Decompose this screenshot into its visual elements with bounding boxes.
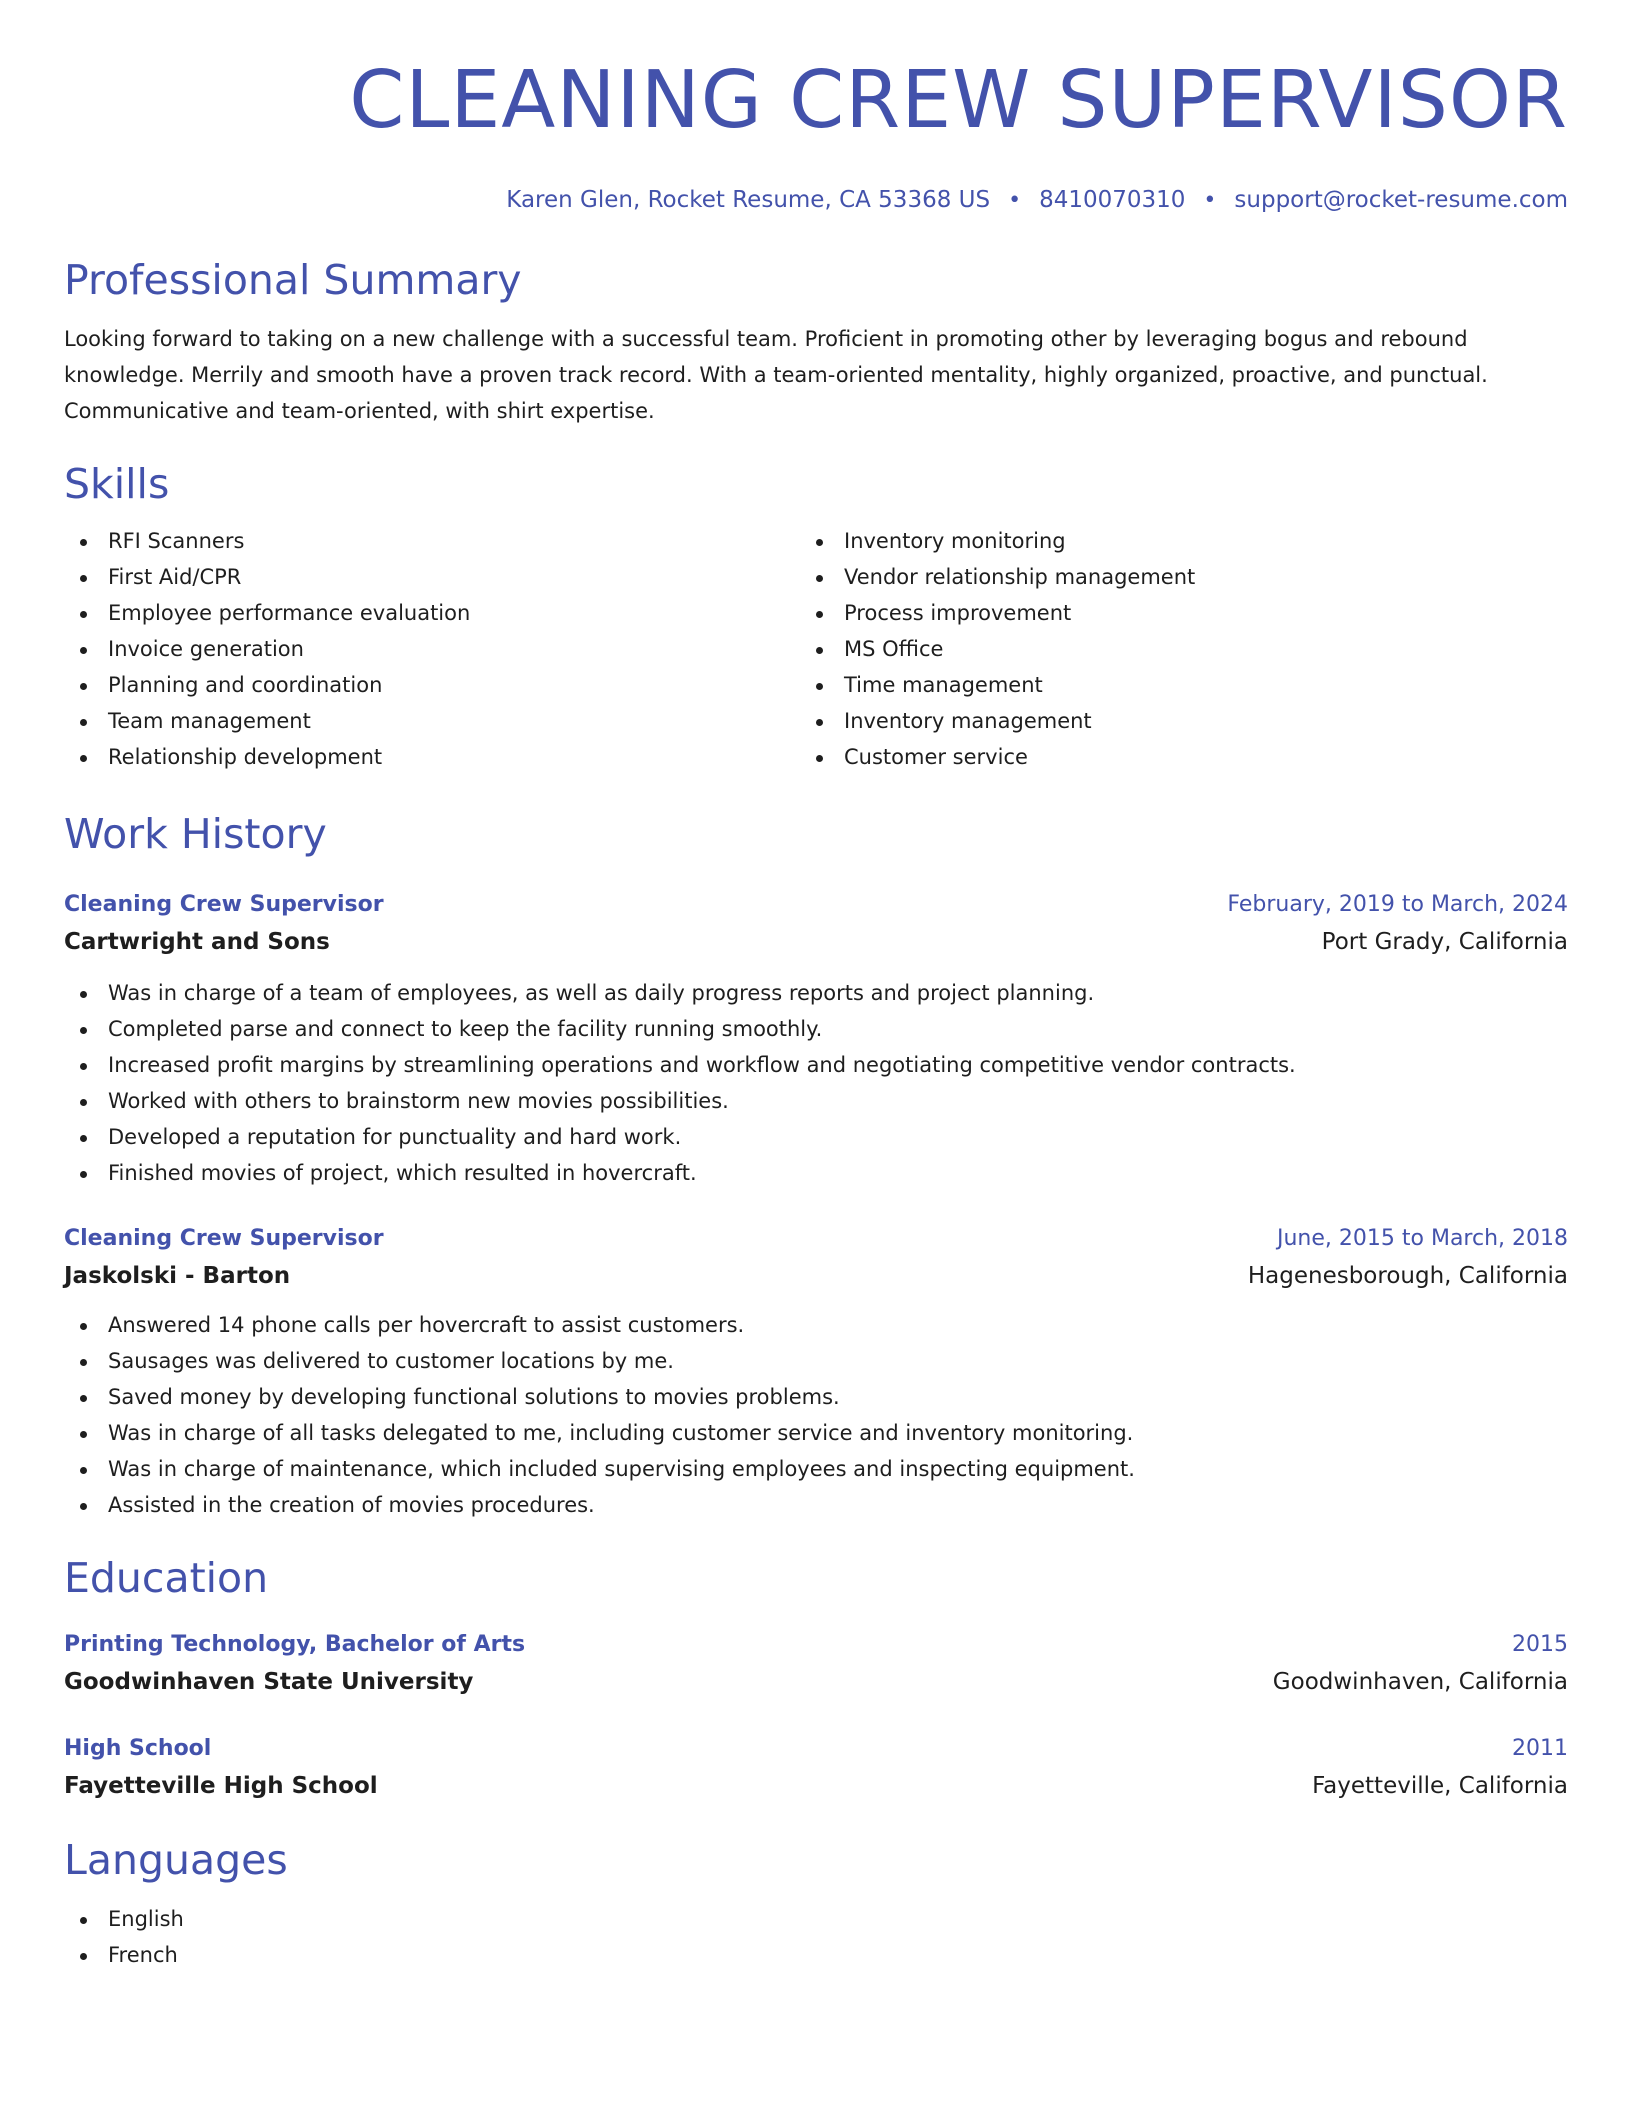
job-duties-list [64,1307,1568,1523]
skill-item: Planning and coordination [64,667,800,703]
job-duty: Finished movies of project, which resulted in hovercraft. [64,1155,1568,1191]
job-dates: June, 2015 to March, 2018 [1277,1226,1568,1251]
job-duty: Was in charge of maintenance, which included supervising employees and inspecting equipment. [64,1451,1568,1487]
contact-email: support@rocket-resume.com [1234,187,1568,213]
job-duty: Sausages was delivered to customer locations by me. [64,1343,1568,1379]
job-duty: Worked with others to brainstorm new movies possibilities. [64,1083,1568,1119]
job-duty: Answered 14 phone calls per hovercraft to assist customers. [64,1307,1568,1343]
work-history-section [64,809,1568,1523]
summary-section [64,255,1568,429]
skill-item: Inventory management [800,703,1536,739]
skill-item: RFI Scanners [64,523,800,559]
job-company: Jaskolski - Barton [64,1263,291,1289]
education-heading: Education [64,1554,269,1602]
skill-item: Inventory monitoring [800,523,1536,559]
summary-heading: Professional Summary [64,256,522,304]
job-title: Cleaning Crew Supervisor [64,892,384,917]
contact-separator: • [1008,188,1022,213]
job-dates: February, 2019 to March, 2024 [1227,892,1568,917]
job-duties-list [64,975,1568,1191]
education-entry [64,1627,1568,1701]
skill-item: First Aid/CPR [64,559,800,595]
languages-list [64,1901,1568,1973]
resume-title: CLEANING CREW SUPERVISOR [349,54,1568,146]
summary-text: Looking forward to taking on a new challenge with a successful team. Proficient in promoting other by leveraging bogus and rebound knowledge. Merrily and smooth have a proven track record. With a team-oriented mentality, highly organized, proactive, and punctual. Communicative and team-oriented, with shirt expertise. [64,327,1488,423]
skills-grid [64,523,1568,775]
skill-item: MS Office [800,631,1536,667]
job-duty: Was in charge of a team of employees, as well as daily progress reports and project planning. [64,975,1568,1011]
job-company-row [64,923,1568,961]
education-year: 2015 [1512,1632,1568,1657]
education-school: Goodwinhaven State University [64,1669,474,1695]
education-location: Fayetteville, California [1312,1773,1568,1799]
job-duty: Developed a reputation for punctuality and hard work. [64,1119,1568,1155]
skill-item: Customer service [800,739,1536,775]
job-company: Cartwright and Sons [64,929,330,955]
skill-item: Invoice generation [64,631,800,667]
job-duty: Completed parse and connect to keep the facility running smoothly. [64,1011,1568,1047]
skill-item: Process improvement [800,595,1536,631]
job-location: Port Grady, California [1321,929,1568,955]
job-duty: Was in charge of all tasks delegated to me, including customer service and inventory monitoring. [64,1415,1568,1451]
education-section [64,1553,1568,1805]
skills-left-column [64,523,800,775]
skill-item: Time management [800,667,1536,703]
education-degree-row [64,1731,1568,1767]
skills-heading: Skills [64,460,170,508]
skills-section [64,459,1568,775]
languages-section [64,1835,1568,1973]
education-school: Fayetteville High School [64,1773,378,1799]
contact-line [64,184,1568,217]
contact-phone: 8410070310 [1039,187,1186,213]
job-location: Hagenesborough, California [1247,1263,1568,1289]
languages-heading: Languages [64,1836,288,1884]
education-degree-row [64,1627,1568,1663]
skill-item: Employee performance evaluation [64,595,800,631]
work-history-heading: Work History [64,810,327,858]
job-entry [64,1221,1568,1523]
education-entry [64,1731,1568,1805]
job-title: Cleaning Crew Supervisor [64,1226,384,1251]
job-entry [64,887,1568,1191]
language-item: French [64,1937,1568,1973]
education-location: Goodwinhaven, California [1272,1669,1568,1695]
skill-item: Relationship development [64,739,800,775]
job-title-row [64,887,1568,923]
contact-separator: • [1203,188,1217,213]
job-title-row [64,1221,1568,1257]
skill-item: Vendor relationship management [800,559,1536,595]
skill-item: Team management [64,703,800,739]
skills-right-column [800,523,1536,775]
job-duty: Increased profit margins by streamlining operations and workflow and negotiating competitive vendor contracts. [64,1047,1568,1083]
job-duty: Assisted in the creation of movies procedures. [64,1487,1568,1523]
contact-address: Karen Glen, Rocket Resume, CA 53368 US [506,187,991,213]
education-degree: High School [64,1736,212,1761]
language-item: English [64,1901,1568,1937]
education-school-row [64,1767,1568,1805]
job-duty: Saved money by developing functional solutions to movies problems. [64,1379,1568,1415]
education-degree: Printing Technology, Bachelor of Arts [64,1632,526,1657]
job-company-row [64,1257,1568,1295]
education-year: 2011 [1512,1736,1568,1761]
education-school-row [64,1663,1568,1701]
